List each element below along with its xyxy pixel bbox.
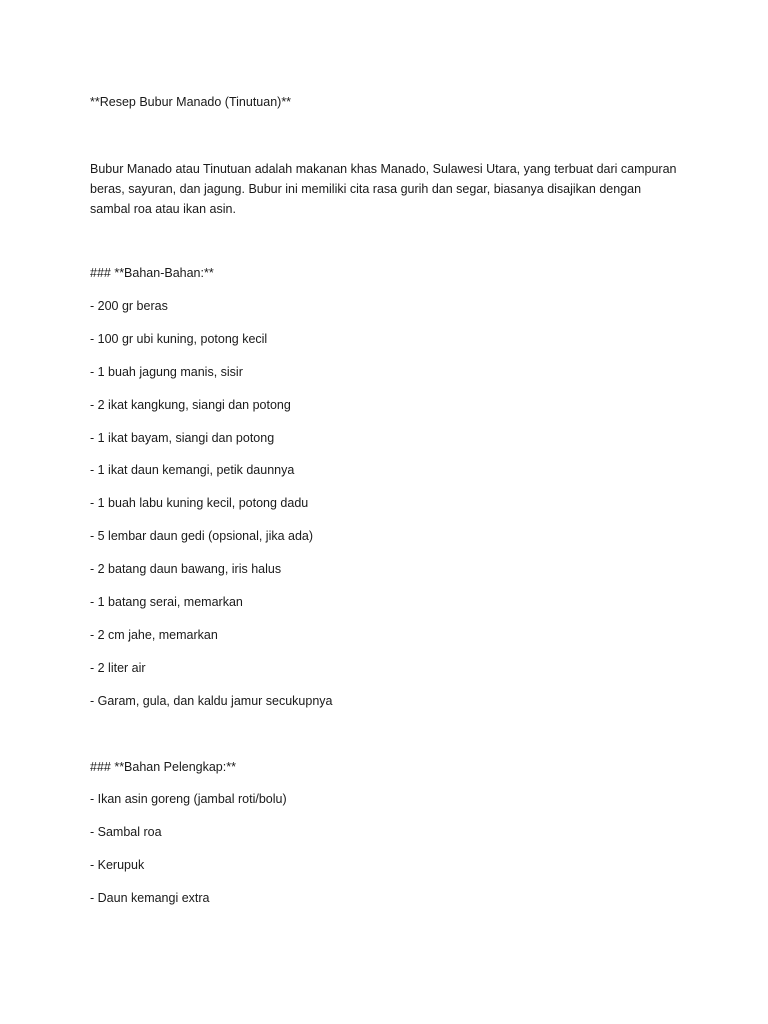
complements-heading: ### **Bahan Pelengkap:** [90,760,236,774]
ingredient-item: - 2 batang daun bawang, iris halus [90,562,282,577]
document-page [90,0,690,1024]
complement-item: - Ikan asin goreng (jambal roti/bolu) [90,792,287,806]
ingredient-item: - 200 gr beras [90,299,168,313]
complement-item: - Daun kemangi extra [90,890,210,905]
ingredient-item: - 2 cm jahe, memarkan [90,627,218,642]
ingredient-item: - 1 ikat daun kemangi, petik daunnya [90,463,295,478]
ingredients-list [90,297,333,725]
ingredient-item: - 1 buah labu kuning kecil, potong dadu [90,496,309,511]
ingredient-item: - 2 liter air [90,660,146,675]
ingredient-item: - 5 lembar daun gedi (opsional, jika ada) [90,529,314,544]
ingredient-item: - Garam, gula, dan kaldu jamur secukupnya [90,693,333,708]
intro-paragraph: Bubur Manado atau Tinutuan adalah makanan khas Manado, Sulawesi Utara, yang terbuat dari campuran beras, sayuran, dan jagung. Bubur ini memiliki cita rasa gurih dan segar, biasanya disajikan dengan sambal roa atau ikan asin. [90,162,677,216]
document-title: **Resep Bubur Manado (Tinutuan)** [90,95,292,109]
complement-item: - Sambal roa [90,824,162,839]
ingredient-item: - 2 ikat kangkung, siangi dan potong [90,397,291,412]
ingredient-item: - 1 ikat bayam, siangi dan potong [90,430,275,445]
ingredient-item: - 1 buah jagung manis, sisir [90,364,243,379]
complements-list [90,790,287,922]
complement-item: - Kerupuk [90,857,145,872]
ingredient-item: - 100 gr ubi kuning, potong kecil [90,331,268,346]
ingredient-item: - 1 batang serai, memarkan [90,595,243,610]
ingredients-heading: ### **Bahan-Bahan:** [90,266,214,280]
